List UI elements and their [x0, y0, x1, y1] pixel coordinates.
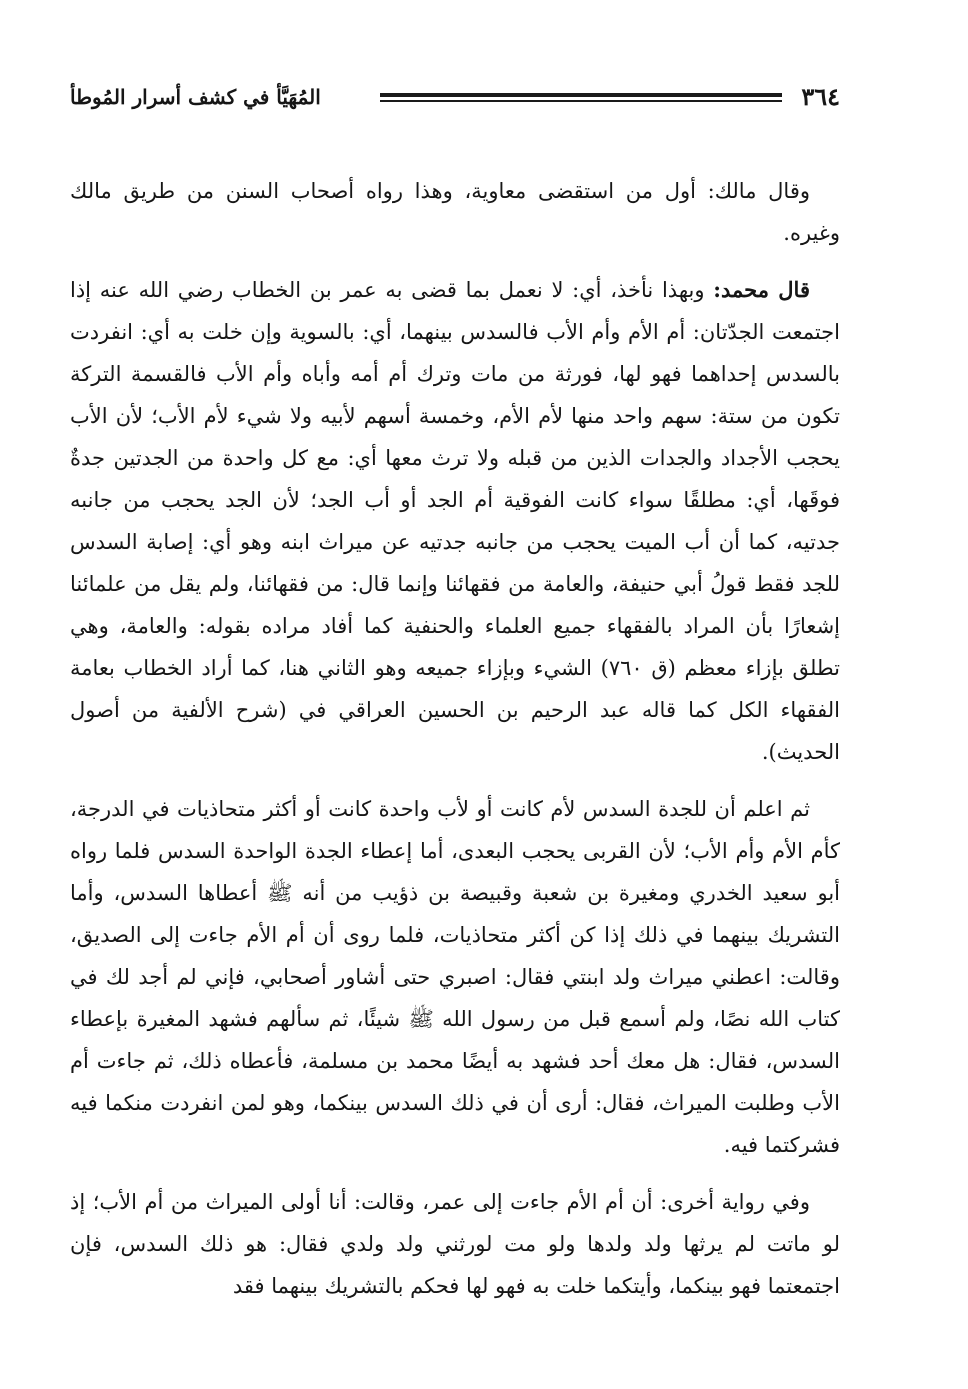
paragraph-3: ثم اعلم أن للجدة السدس لأم كانت أو لأب واحدة كانت أو أكثر متحاذيات في الدرجة، كأم الأم وأم الأب؛ لأن القربى يحجب البعدى، أما إعطاء الجدة الواحدة السدس فلما رواه أبو سعيد الخدري ومغيرة بن شعبة وقبيصة بن ذؤيب من أنه ﷺ أعطاها السدس، وأما التشريك بينهما في ذلك إذا كن أكثر متحاذيات، فلما روى أن أم الأم جاءت إلى الصديق، وقالت: اعطني ميراث ولد ابنتي فقال: اصبري حتى أشاور أصحابي، فإني لم أجد لك في كتاب الله نصًا، ولم أسمع قبل من رسول الله ﷺ شيئًا، ثم سألهم فشهد المغيرة بإعطاء السدس، فقال: هل معك أحد فشهد به أيضًا محمد بن مسلمة، فأعطاه ذلك، ثم جاءت أم الأب وطلبت الميراث، فقال: أرى أن في ذلك السدس بينكما، وهو لمن انفردت منكما فيه فشركتما فيه. [70, 797, 841, 1157]
book-page [70, 80, 840, 1322]
speaker-label: قال محمد: [713, 277, 810, 302]
running-title: المُهَيَّأ في كشف أسرار المُوطأ [70, 85, 321, 109]
paragraph-4: وفي رواية أخرى: أن أم الأم جاءت إلى عمر، وقالت: أنا أولى الميراث من أم الأب؛ إذ لو ماتت لم يرثها ولد ولدها ولو مت لورثني ولد ولدي فقال: هو ذلك السدس، فإن اجتمعتما فهو بينكما، وأيتكما خلت به فهو لها فحكم بالتشريك بينهما فقد [70, 1190, 840, 1298]
paragraph-2 [70, 269, 840, 773]
body-text [70, 170, 840, 1307]
page-header [70, 80, 840, 124]
paragraph-2-text: وبهذا نأخذ، أي: لا نعمل بما قضى به عمر بن الخطاب رضي الله عنه إذا اجتمعت الجدّتان: أم الأم وأم الأب فالسدس بينهما، أي: بالسوية وإن خلت به أي: انفردت بالسدس إحداهما فهو لها، فورثة من مات وترك أم أمه وأباه وأم الأب فالقسمة التركة تكون من ستة: سهم واحد منها لأم الأم، وخمسة أسهم لأبيه ولا شيء لأم الأب؛ لأن الأب يحجب الأجداد والجدات الذين من قبله ولا ترث معها أي: مع كل واحدة من الجدتين جدةٌ فوقَها، أي: مطلقًا سواء كانت الفوقية أم الجد أو أب الجد؛ لأن الجد يحجب من جانبه جدتيه، كما أن أب الميت يحجب من جانبه جدتيه عن ميراث ابنه وهو أي: إصابة السدس للجد فقط قولُ أبي حنيفة، والعامة من فقهائنا وإنما قال: من فقهائنا، ولم يقل من علمائنا إشعارًا بأن المراد بالفقهاء جميع العلماء والحنفية كما أفاد مراده بقوله: والعامة، وهي تطلق بإزاء معظم (ق ٧٦٠) الشيء وبإزاء جميعه وهو الثاني هنا، كما أراد الخطاب بعامة الفقهاء الكل كما قاله عبد الرحيم بن الحسين العراقي في (شرح الألفية من أصول الحديث). [70, 278, 841, 764]
page-number: ٣٦٤ [801, 82, 840, 111]
header-rule [380, 93, 782, 102]
paragraph-1: وقال مالك: أول من استقضى معاوية، وهذا رواه أصحاب السنن من طريق مالك وغيره. [70, 179, 840, 245]
